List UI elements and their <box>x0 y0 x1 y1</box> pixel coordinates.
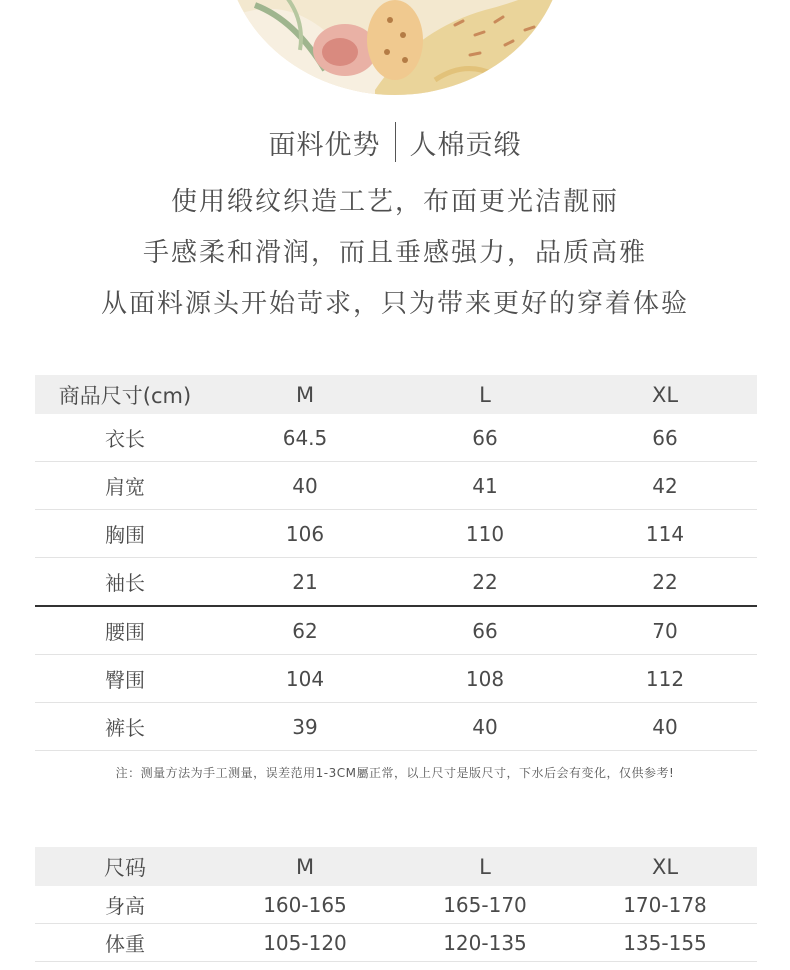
row-value: 106 <box>285 521 325 546</box>
header-cell: M <box>295 382 315 407</box>
row-value: 62 <box>292 618 318 643</box>
row-value: 21 <box>292 569 318 594</box>
fabric-image-area <box>0 0 790 100</box>
row-value: 112 <box>645 666 685 691</box>
row-value: 40 <box>292 473 318 498</box>
table-header <box>35 847 757 886</box>
row-value: 135-155 <box>623 930 707 955</box>
row-value: 42 <box>652 473 678 498</box>
header-cell: 商品尺寸(cm) <box>58 383 192 408</box>
table-row <box>35 924 757 962</box>
row-label: 裤长 <box>105 716 145 740</box>
section-title <box>0 118 790 166</box>
row-label: 臀围 <box>105 668 145 692</box>
table-header <box>35 375 757 414</box>
row-value: 170-178 <box>623 892 707 917</box>
description-line: 从面料源头开始苛求，只为带来更好的穿着体验 <box>100 289 689 319</box>
row-value: 105-120 <box>263 930 347 955</box>
header-cell: XL <box>651 382 679 407</box>
row-value: 66 <box>472 618 498 643</box>
row-value: 66 <box>472 425 498 450</box>
row-value: 110 <box>465 521 505 546</box>
row-value: 64.5 <box>282 425 328 450</box>
fabric-photo <box>225 0 565 95</box>
measurement-note: 注：测量方法为手工测量，误差范用1-3CM屬正常，以上尺寸是版尺寸，下水后会有变化，仅供参考! <box>115 766 675 780</box>
row-label: 腰围 <box>105 620 145 644</box>
header-cell: 尺码 <box>104 855 146 880</box>
row-value: 41 <box>472 473 498 498</box>
size-table <box>35 375 757 751</box>
header-cell: XL <box>651 854 679 879</box>
row-value: 160-165 <box>263 892 347 917</box>
row-value: 70 <box>652 618 678 643</box>
row-value: 165-170 <box>443 892 527 917</box>
row-value: 114 <box>645 521 685 546</box>
row-value: 40 <box>652 714 678 739</box>
table-row <box>35 510 757 558</box>
row-label: 袖长 <box>105 571 145 595</box>
table-row <box>35 703 757 751</box>
table-row <box>35 655 757 703</box>
header-cell: L <box>479 382 491 407</box>
height-weight-table <box>35 847 757 962</box>
row-label: 身高 <box>105 894 145 918</box>
row-label: 体重 <box>105 932 145 956</box>
row-label: 衣长 <box>105 427 145 451</box>
fabric-pattern-image <box>225 0 565 95</box>
table-row <box>35 558 757 607</box>
row-value: 40 <box>472 714 498 739</box>
section-title-left: 面料优势 <box>268 129 381 161</box>
row-value: 39 <box>292 714 318 739</box>
row-value: 22 <box>472 569 498 594</box>
table-row <box>35 414 757 462</box>
table-row <box>35 462 757 510</box>
row-value: 66 <box>652 425 678 450</box>
description-line: 使用缎纹织造工艺，布面更光洁靓丽 <box>170 187 619 217</box>
header-cell: M <box>295 854 315 879</box>
section-title-right: 人棉贡缎 <box>409 129 522 161</box>
fabric-description <box>0 182 790 335</box>
header-cell: L <box>479 854 491 879</box>
description-line: 手感柔和滑润，而且垂感强力，品质高雅 <box>142 238 647 268</box>
table-row <box>35 607 757 655</box>
row-value: 120-135 <box>443 930 527 955</box>
row-value: 104 <box>285 666 325 691</box>
table-row <box>35 886 757 924</box>
row-label: 肩宽 <box>105 475 145 499</box>
row-value: 108 <box>465 666 505 691</box>
title-divider <box>395 122 396 162</box>
row-value: 22 <box>652 569 678 594</box>
row-label: 胸围 <box>105 523 145 547</box>
